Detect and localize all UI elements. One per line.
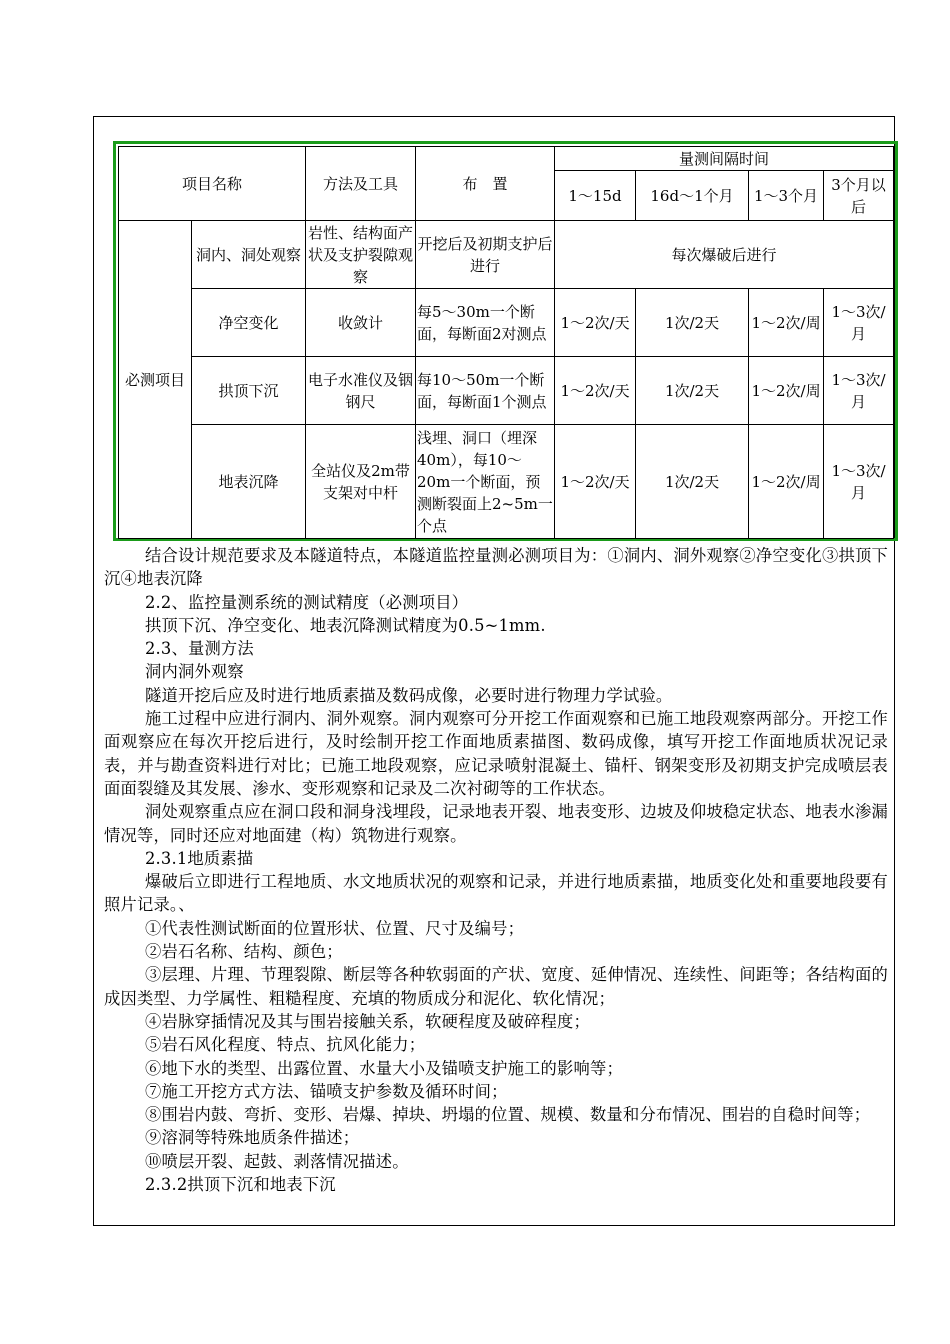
list-item: ⑤岩石风化程度、特点、抗风化能力；	[145, 1035, 426, 1055]
row-name: 净空变化	[192, 289, 306, 357]
list-item: ⑩喷层开裂、起鼓、剥落情况描述。	[145, 1151, 409, 1171]
section-heading: 2.3.1地质素描	[145, 848, 254, 868]
row-interval-4: 1～3次/月	[824, 425, 894, 539]
subheading: 洞内洞外观察	[145, 662, 244, 682]
row-interval-2: 1次/2天	[636, 289, 749, 357]
list-item: ⑨溶洞等特殊地质条件描述；	[145, 1128, 360, 1148]
row-name: 拱顶下沉	[192, 357, 306, 425]
list-item: ⑥地下水的类型、出露位置、水量大小及锚喷支护施工的影响等；	[145, 1058, 623, 1078]
list-item: ③层理、片理、节理裂隙、断层等各种软弱面的产状、宽度、延伸情况、连续性、间距等；各结构面的成因类型、力学属性、粗糙程度、充填的物质成分和泥化、软化情况；	[104, 965, 888, 1008]
row-layout: 每10～50m一个断面，每断面1个测点	[416, 357, 555, 425]
header-item-name: 项目名称	[119, 147, 306, 221]
header-layout: 布 置	[416, 147, 555, 221]
section-heading: 2.3、量测方法	[145, 639, 254, 659]
row-interval-3: 1～2次/周	[749, 289, 824, 357]
row-interval-1: 1～2次/天	[555, 289, 636, 357]
paragraph: 拱顶下沉、净空变化、地表沉降测试精度为0.5~1mm.	[145, 615, 546, 635]
row-method: 岩性、结构面产状及支护裂隙观察	[306, 221, 416, 289]
header-interval-3: 1～3个月	[749, 171, 824, 221]
header-interval-1: 1～15d	[555, 171, 636, 221]
table-row	[119, 289, 894, 357]
row-interval-3: 1～2次/周	[749, 357, 824, 425]
list-item: ⑧围岩内鼓、弯折、变形、岩爆、掉块、坍塌的位置、规模、数量和分布情况、围岩的自稳时间等；	[145, 1105, 871, 1125]
row-interval-1: 1～2次/天	[555, 357, 636, 425]
row-interval-1: 1～2次/天	[555, 425, 636, 539]
row-layout: 开挖后及初期支护后进行	[416, 221, 555, 289]
header-method: 方法及工具	[306, 147, 416, 221]
section-heading: 2.3.2拱顶下沉和地表下沉	[145, 1175, 336, 1195]
section-heading: 2.2、监控量测系统的测试精度（必测项目）	[145, 592, 469, 612]
list-item: ②岩石名称、结构、颜色；	[145, 942, 343, 962]
body-text	[104, 544, 888, 1196]
row-interval-3: 1～2次/周	[749, 425, 824, 539]
paragraph: 结合设计规范要求及本隧道特点，本隧道监控量测必测项目为：①洞内、洞外观察②净空变化③拱顶下沉④地表沉降	[104, 546, 888, 589]
row-interval-4: 1～3次/月	[824, 289, 894, 357]
row-method: 电子水准仪及铟钢尺	[306, 357, 416, 425]
table-row	[119, 357, 894, 425]
table-row	[119, 425, 894, 539]
row-name: 地表沉降	[192, 425, 306, 539]
header-interval-4: 3个月以后	[824, 171, 894, 221]
paragraph: 爆破后立即进行工程地质、水文地质状况的观察和记录，并进行地质素描，地质变化处和重要地段要有照片记录。、	[104, 872, 888, 915]
list-item: ①代表性测试断面的位置形状、位置、尺寸及编号；	[145, 918, 525, 938]
row-method: 全站仪及2m带支架对中杆	[306, 425, 416, 539]
list-item: ④岩脉穿插情况及其与围岩接触关系，软硬程度及破碎程度；	[145, 1011, 590, 1031]
header-interval: 量测间隔时间	[555, 147, 894, 171]
row-method: 收敛计	[306, 289, 416, 357]
row-merged-interval: 每次爆破后进行	[555, 221, 894, 289]
row-interval-2: 1次/2天	[636, 357, 749, 425]
table-row	[119, 221, 894, 289]
monitoring-table	[118, 146, 894, 539]
group-label: 必测项目	[119, 221, 192, 539]
row-name: 洞内、洞处观察	[192, 221, 306, 289]
row-layout: 每5～30m一个断面，每断面2对测点	[416, 289, 555, 357]
row-interval-2: 1次/2天	[636, 425, 749, 539]
row-layout: 浅埋、洞口（埋深40m），每10～20m一个断面，预测断裂面上2~5m一个点	[416, 425, 555, 539]
list-item: ⑦施工开挖方式方法、锚喷支护参数及循环时间；	[145, 1081, 508, 1101]
paragraph: 洞处观察重点应在洞口段和洞身浅埋段，记录地表开裂、地表变形、边坡及仰坡稳定状态、地表水渗漏情况等，同时还应对地面建（构）筑物进行观察。	[104, 802, 888, 845]
row-interval-4: 1～3次/月	[824, 357, 894, 425]
paragraph: 施工过程中应进行洞内、洞外观察。洞内观察可分开挖工作面观察和已施工地段观察两部分。开挖工作面观察应在每次开挖后进行，及时绘制开挖工作面地质素描图、数码成像，填写开挖工作面地质状况记录表，并与勘查资料进行对比；已施工地段观察，应记录喷射混凝土、锚杆、钢架变形及初期支护完成喷层表面面裂缝及其发展、渗水、变形观察和记录及二次衬砌等的工作状态。	[104, 709, 888, 798]
header-interval-2: 16d～1个月	[636, 171, 749, 221]
paragraph: 隧道开挖后应及时进行地质素描及数码成像，必要时进行物理力学试验。	[145, 685, 673, 705]
